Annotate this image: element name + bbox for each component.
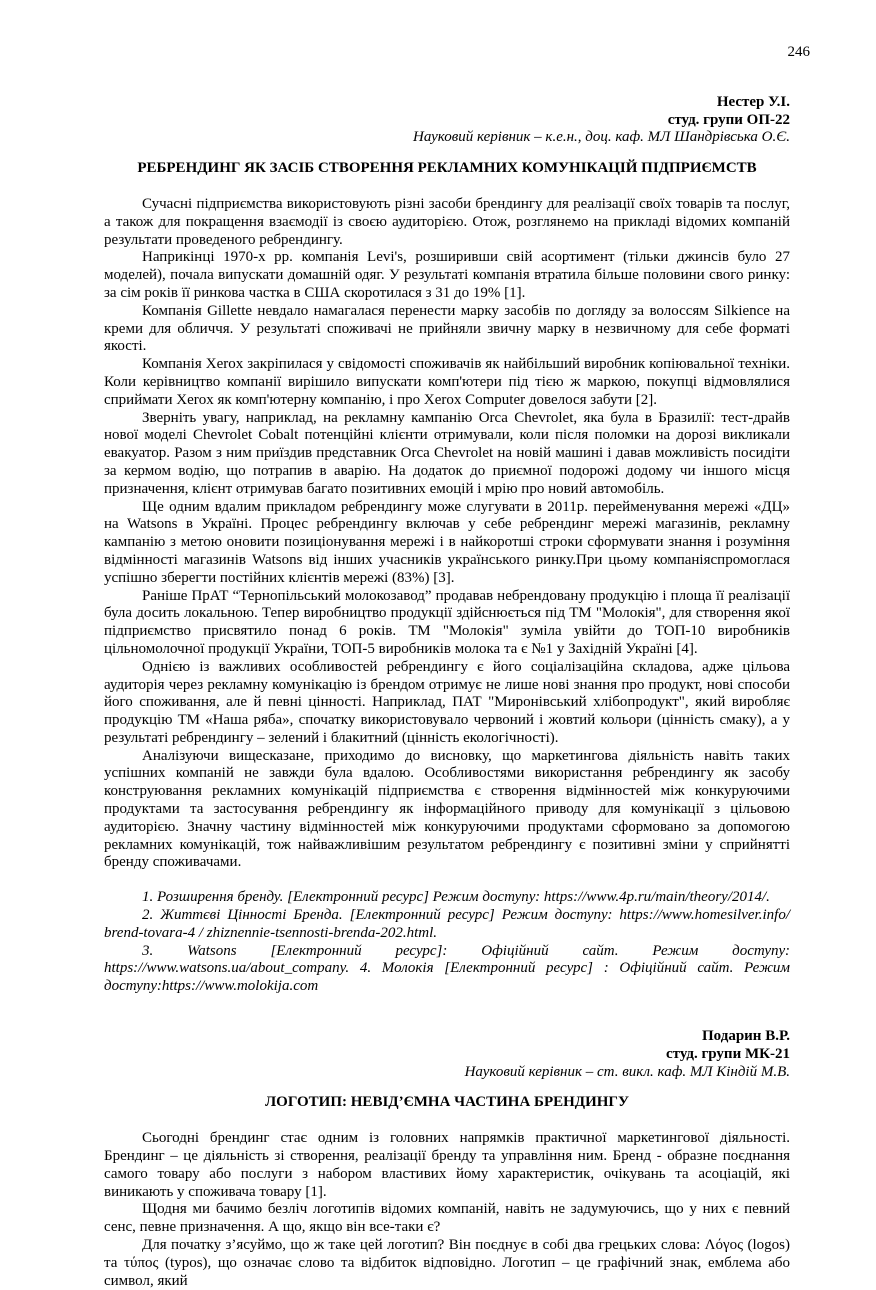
reference-item: 2. Життєві Цінності Бренда. [Електронний ресурс] Режим доступу: https://www.homesilver.info/ brend-tovara-4 / zhiznennie-tsennosti-brenda-202.html. xyxy=(104,907,790,941)
article-body xyxy=(104,196,790,872)
byline-block xyxy=(104,1028,790,1081)
article-rebranding xyxy=(104,94,790,996)
paragraph: Однією із важливих особливостей ребрендингу є його соціалізаційна складова, адже цільова аудиторія через рекламну комунікацію із брендом отримує не лише нові знання про продукт, нові способи його споживання, але й певні цінності. Наприклад, ПАТ "Миронівський хлібопродукт", який виробляє продукцію ТМ «Наша ряба», спочатку використовувало червоний і жовтий кольори (цінність смаку), а у результаті ребрендингу – зелений і блакитний (цінність екологічності). xyxy=(104,658,790,746)
paragraph: Ще одним вдалим прикладом ребрендингу може слугувати в 2011р. перейменування мережі «ДЦ» на Watsons в Україні. Процес ребрендингу включав у себе ребрендинг мережі магазинів, рекламну кампанію з метою оновити позиціонування мережі і в найкоротші строки сформувати знання і розуміння відмінності магазинів Watsons від інших учасників українського ринку.При цьому компаніяспромоглася успішно зберегти постійних клієнтів мережі (83%) [3]. xyxy=(104,498,790,586)
paragraph: Аналізуючи вищесказане, приходимо до висновку, що маркетингова діяльність навіть таких успішних компаній не завжди була вдалою. Особливостями використання ребрендингу як засобу конструювання рекламних комунікацій підприємства є створення відмінностей між конкуруючими продуктами та застосування ребрендингу як інформаційного приводу для комунікації з цільовою аудиторією. Значну частину відмінностей між конкуруючими продуктами сформовано за допомогою рекламних комунікацій, тож найважливішим результатом ребрендингу є позитивні зміни у сприйнятті бренду споживачами. xyxy=(104,747,790,871)
paragraph: Компанія Xerox закріпилася у свідомості споживачів як найбільший виробник копіювальної техніки. Коли керівництво компанії вирішило випускати комп'ютери під тією ж маркою, покупці відмовлялися сприймати Xerox як комп'ютерну компанію, і про Xerox Computer довелося забути [2]. xyxy=(104,356,790,408)
reference-item: 1. Розширення бренду. [Електронний ресурс] Режим доступу: https://www.4p.ru/main/theory/2014/. xyxy=(142,889,770,906)
article-logo xyxy=(104,1028,790,1290)
byline-block xyxy=(104,94,790,147)
paragraph: Щодня ми бачимо безліч логотипів відомих компаній, навіть не задумуючись, що у них є певний сенс, певне призначення. А що, якщо він все-таки є? xyxy=(104,1201,790,1236)
author-group: студ. групи МК-21 xyxy=(666,1045,790,1062)
references-block xyxy=(104,889,790,996)
article-body xyxy=(104,1130,790,1290)
paragraph: Наприкінці 1970-х рр. компанія Levi's, розширивши свій асортимент (тільки джинсів було 27 моделей), почала випускати домашній одяг. У результаті компанія втратила більше половини свого ринку: за сім років її ринкова частка в США скоротилася з 31 до 19% [1]. xyxy=(104,249,790,301)
author-name: Нестер У.І. xyxy=(716,93,790,110)
reference-item: 3. Watsons [Електронний ресурс]: Офіційний сайт. Режим доступу: https://www.watsons.ua/about_company. 4. Молокія [Електронний ресурс] : Офіційний сайт. Режим доступу:https://www.molokija.com xyxy=(104,942,790,995)
paragraph: Для початку з’ясуймо, що ж таке цей логотип? Він поєднує в собі два грецьких слова: Λόγος (logos) та τύπος (typos), що означає слово та відбиток відповідно. Логотип – це графічний знак, емблема або символ, який xyxy=(104,1237,790,1289)
page-number: 246 xyxy=(787,44,810,60)
scientific-advisor: Науковий керівник – ст. викл. каф. МЛ Кіндій М.В. xyxy=(464,1063,790,1080)
paragraph: Раніше ПрАТ “Тернопільський молокозавод” продавав небрендовану продукцію і площа її реалізації була досить локальною. Тепер виробництво продукції здійснюється під ТМ "Молокія", для створення якої підприємство присвятило понад 6 років. ТМ "Молокія" зуміла увійти до ТОП-10 виробників цільномолочної продукції України, ТОП-5 виробників молока та є №1 у Західній Україні [4]. xyxy=(104,587,790,657)
author-group: студ. групи ОП-22 xyxy=(667,111,790,128)
author-name: Подарин В.Р. xyxy=(702,1028,790,1045)
scientific-advisor: Науковий керівник – к.е.н., доц. каф. МЛ Шандрівська О.Є. xyxy=(413,129,790,146)
paragraph: Сучасні підприємства використовують різні засоби брендингу для реалізації своїх товарів та послуг, а також для покращення взаємодії із своєю аудиторією. Отож, розглянемо на прикладі відомих компаній результати проведеного ребрендингу. xyxy=(104,195,790,248)
article-title: РЕБРЕНДИНГ ЯК ЗАСІБ СТВОРЕННЯ РЕКЛАМНИХ КОМУНІКАЦІЙ ПІДПРИЄМСТВ xyxy=(137,160,757,177)
article-title: ЛОГОТИП: НЕВІД’ЄМНА ЧАСТИНА БРЕНДИНГУ xyxy=(265,1094,629,1111)
paragraph: Сьогодні брендинг стає одним із головних напрямків практичної маркетингової діяльності. Брендинг – це діяльність зі створення, реалізації бренду та управління ним. Бренд - образне поєднання самого товару або послуги з набором властивих йому характеристик, очікувань та асоціацій, які виникають у споживача товару [1]. xyxy=(104,1130,790,1200)
paragraph: Компанія Gillette невдало намагалася перенести марку засобів по догляду за волоссям Silkience на креми для обличчя. У результаті споживачі не прийняли звичну марку в незвичному для себе форматі якості. xyxy=(104,302,790,355)
paragraph: Зверніть увагу, наприклад, на рекламну кампанію Orca Chevrolet, яка була в Бразилії: тест-драйв нової моделі Chevrolet Cobalt потенційні клієнти отримували, коли після поломки на дорозі викликали евакуатор. Разом з ним приїздив представник Orca Chevrolet на новій машині і давав можливість посидіти за кермом водію, що потрапив в аварію. На додаток до приємної подорожі додому чи іншого місця призначення, клієнт отримував багато позитивних емоцій і мрію про новий автомобіль. xyxy=(104,409,790,497)
